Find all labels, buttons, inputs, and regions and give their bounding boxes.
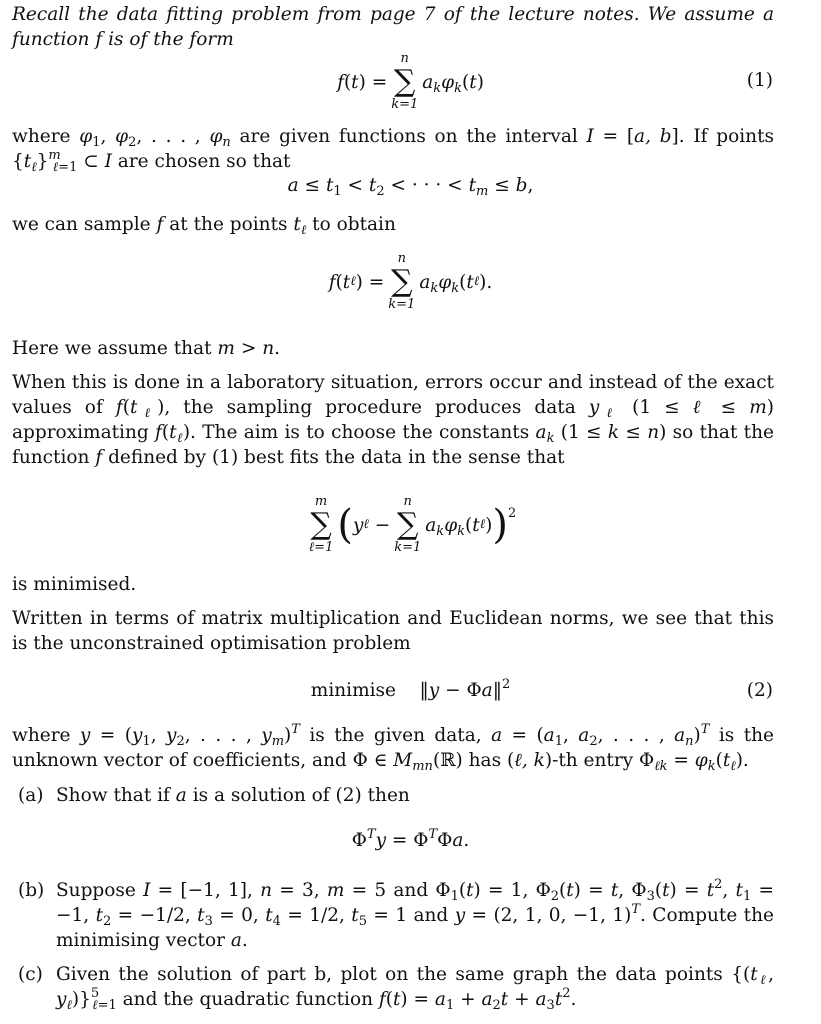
question-a-label: (a)	[18, 785, 44, 806]
question-a: (a) Show that if a is a solution of (2) then	[18, 785, 410, 806]
equation-order: $a \le t_1 < t_2$ < · · · < $t_m \le b$,	[287, 175, 534, 199]
question-c-label: (c)	[18, 964, 43, 985]
paragraph-assumption: Here we assume that m > n.	[12, 338, 281, 359]
paragraph-sample: we can sample f at the points $t_\ell$ to obtain	[12, 214, 396, 238]
paragraph-errors: When this is done in a laboratory situation, errors occur and instead of the exact values of $f(t_\ell)$, the sampling procedure produces data $y_\ell$ (1 ≤ ℓ ≤ m) approximating $f(t_\ell)$. The aim is to choose the constants $a_k$ (1 ≤ k ≤ n) so that the function f defined by (1) best fits the data in the sense that	[12, 372, 774, 468]
paragraph-minimised: is minimised.	[12, 574, 137, 595]
question-b-label: (b)	[18, 880, 45, 901]
paragraph-definitions: where $y = (y_1$, $y_2$, . . . , $y_m)^T$ is the given data, $a = (a_1$, $a_2$, . . . , $a_n)^T$ is the unknown vector of coefficients, and Φ ∈ $M_{mn}(ℝ)$ has (ℓ, k)-th entry $\Phi_{\ell k} = \varphi_k(t_\ell)$.	[12, 722, 774, 774]
equation-1: f ( t ) = n ∑ k=1 $a_k\varphi_k$ ( t )	[337, 51, 484, 112]
intro-paragraph: Recall the data fitting problem from page 7 of the lecture notes. We assume a function f is of the form	[12, 4, 774, 50]
equation-least-squares: m ∑ ℓ=1 ( y ℓ − n ∑ k=1 $a_k\varphi_k$ ( t ℓ ) ) 2	[308, 494, 517, 555]
equation-normal: $\Phi^Ty = \Phi^T\Phi a$.	[351, 827, 470, 851]
paragraph-matrix: Written in terms of matrix multiplication and Euclidean norms, we see that this is the unconstrained optimisation problem	[12, 608, 774, 654]
equation-2-number: (2)	[746, 680, 773, 701]
equation-sample: f ( t ℓ ) = n ∑ k=1 $a_k\varphi_k$ ( t ℓ ).	[328, 251, 493, 312]
equation-1-number: (1)	[746, 70, 773, 91]
paragraph-functions: where $\varphi_1$, $\varphi_2$, . . . , $\varphi_n$ are given functions on the interval I = [a, b]. If points $\{t_\ell\}^m_{\ell=1}$ ⊂ I are chosen so that	[12, 126, 775, 175]
question-b: (b) Suppose I = [−1, 1], n = 3, m = 5 and $\Phi_1(t) = 1$, $\Phi_2(t) = t$, $\Phi_3(t) = t^2$, $t_1 = -1$, $t_2 = -1/2$, $t_3 = 0$, $t_4 = 1/2$, $t_5 = 1$ and y = (2, 1, 0, −1, 1)$^T$. Compute the minimising vector a.	[18, 877, 774, 951]
equation-2: minimise ‖y − Φa‖$^2$	[310, 677, 511, 701]
question-c: (c) Given the solution of part b, plot on the same graph the data points {($t_\ell$, $y_\ell)\}^5_{\ell=1}$ and the quadratic function $f(t) = a_1 + a_2t + a_3t^2$.	[18, 964, 774, 1013]
